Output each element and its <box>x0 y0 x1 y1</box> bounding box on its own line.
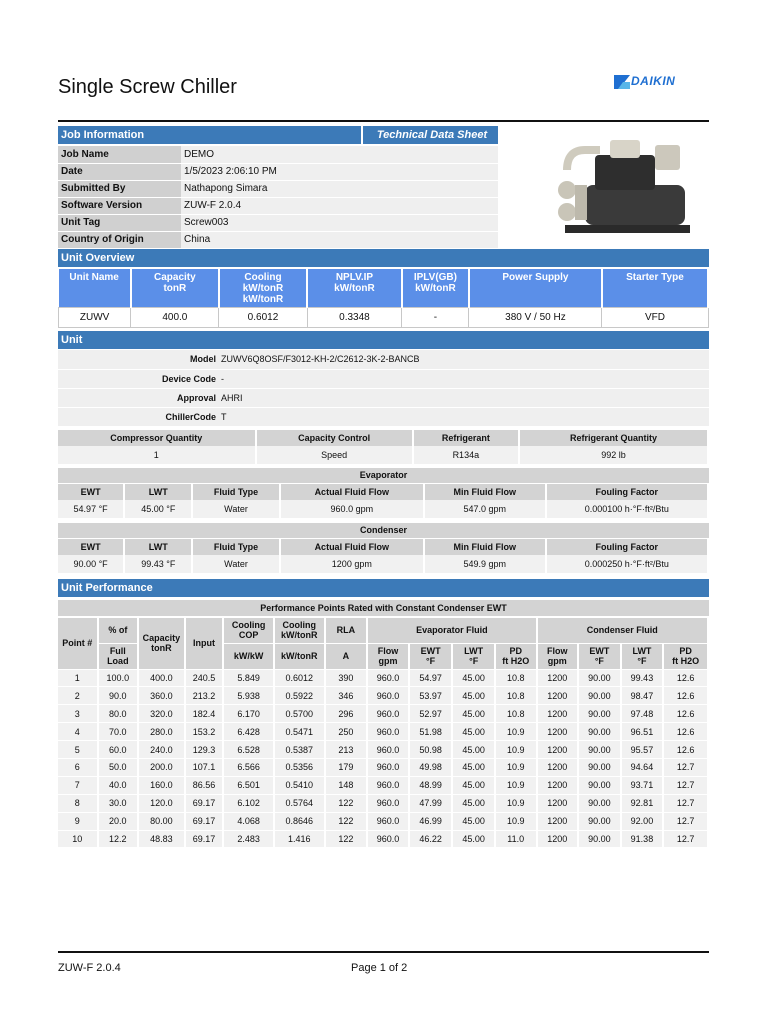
performance-cell: 400.0 <box>138 669 185 687</box>
performance-cell: 96.51 <box>621 723 664 741</box>
performance-cell: 80.0 <box>98 705 139 723</box>
evaporator-col-header: Fouling Factor <box>546 484 708 500</box>
col-evap-flow: Flow gpm <box>367 643 409 669</box>
performance-cell: 1200 <box>537 705 579 723</box>
performance-cell: 1200 <box>537 723 579 741</box>
col-kw-unit: kW/tonR <box>274 643 325 669</box>
performance-cell: 960.0 <box>367 776 409 794</box>
performance-cell: 46.22 <box>409 830 453 848</box>
performance-cell: 12.2 <box>98 830 139 848</box>
performance-cell: 5.938 <box>223 687 274 705</box>
performance-cell: 1200 <box>537 687 579 705</box>
performance-cell: 213.2 <box>185 687 224 705</box>
unit-property-label: Model <box>58 350 218 369</box>
condenser-value: 99.43 °F <box>124 555 192 573</box>
daikin-logo <box>614 74 690 92</box>
performance-cell: 12.7 <box>663 758 708 776</box>
performance-cell: 960.0 <box>367 830 409 848</box>
job-info-label: Job Name <box>58 146 181 163</box>
unit-general-col-header: Refrigerant <box>413 430 519 446</box>
performance-cell: 46.99 <box>409 812 453 830</box>
unit-overview-col-header <box>219 269 307 307</box>
col-cond-lwt: LWT °F <box>621 643 664 669</box>
performance-subtitle: Performance Points Rated with Constant Condenser EWT <box>58 600 709 616</box>
unit-performance-header: Unit Performance <box>58 579 709 597</box>
performance-cell: 148 <box>325 776 368 794</box>
evaporator-table <box>58 484 709 518</box>
unit-overview-col-header-line: Starter Type <box>626 272 684 283</box>
condenser-col-header: LWT <box>124 539 192 555</box>
performance-cell: 93.71 <box>621 776 664 794</box>
unit-overview-value: 380 V / 50 Hz <box>469 307 602 327</box>
unit-property-row <box>58 369 709 388</box>
unit-overview-value: 400.0 <box>131 307 219 327</box>
condenser-col-header: Actual Fluid Flow <box>280 539 424 555</box>
unit-property-value: - <box>218 369 709 388</box>
performance-cell: 1200 <box>537 776 579 794</box>
performance-cell: 360.0 <box>138 687 185 705</box>
performance-cell: 960.0 <box>367 794 409 812</box>
performance-cell: 1200 <box>537 741 579 759</box>
performance-cell: 1200 <box>537 812 579 830</box>
col-rla: RLA <box>325 618 368 643</box>
performance-cell: 1 <box>58 669 98 687</box>
unit-overview-col-header <box>602 269 708 307</box>
job-info-label: Submitted By <box>58 180 181 197</box>
unit-overview-table <box>58 269 709 328</box>
job-info-row <box>58 180 498 197</box>
evaporator-value: Water <box>192 500 279 518</box>
performance-cell: 179 <box>325 758 368 776</box>
performance-cell: 90.00 <box>578 794 621 812</box>
performance-row <box>58 669 708 687</box>
performance-cell: 960.0 <box>367 723 409 741</box>
performance-cell: 129.3 <box>185 741 224 759</box>
performance-cell: 10.9 <box>495 776 537 794</box>
col-cop-unit: kW/kW <box>223 643 274 669</box>
unit-general-col-header: Compressor Quantity <box>58 430 256 446</box>
col-pct: % of <box>98 618 139 643</box>
performance-cell: 90.00 <box>578 812 621 830</box>
performance-cell: 960.0 <box>367 669 409 687</box>
performance-cell: 9 <box>58 812 98 830</box>
performance-row <box>58 812 708 830</box>
performance-cell: 30.0 <box>98 794 139 812</box>
performance-cell: 250 <box>325 723 368 741</box>
performance-cell: 7 <box>58 776 98 794</box>
job-info-row <box>58 146 498 163</box>
performance-cell: 960.0 <box>367 687 409 705</box>
performance-row <box>58 794 708 812</box>
performance-row <box>58 705 708 723</box>
evaporator-value: 0.000100 h·°F·ft²/Btu <box>546 500 708 518</box>
evaporator-value: 54.97 °F <box>58 500 124 518</box>
unit-overview-col-header-line: tonR <box>163 283 187 294</box>
performance-cell: 0.5471 <box>274 723 325 741</box>
performance-cell: 95.57 <box>621 741 664 759</box>
performance-cell: 86.56 <box>185 776 224 794</box>
performance-cell: 960.0 <box>367 705 409 723</box>
unit-overview-value: VFD <box>602 307 708 327</box>
condenser-value: 549.9 gpm <box>424 555 546 573</box>
unit-property-row <box>58 388 709 407</box>
job-info-value: Nathapong Simara <box>181 180 498 197</box>
col-capacity: Capacity tonR <box>138 618 185 669</box>
performance-cell: 51.98 <box>409 723 453 741</box>
condenser-value: Water <box>192 555 279 573</box>
performance-cell: 97.48 <box>621 705 664 723</box>
unit-overview-col-header <box>469 269 602 307</box>
condenser-col-header: Fouling Factor <box>546 539 708 555</box>
evaporator-col-header: EWT <box>58 484 124 500</box>
performance-cell: 6.528 <box>223 741 274 759</box>
performance-cell: 54.97 <box>409 669 453 687</box>
condenser-value: 1200 gpm <box>280 555 424 573</box>
performance-cell: 45.00 <box>452 830 495 848</box>
col-cond-flow: Flow gpm <box>537 643 579 669</box>
col-input: Input <box>185 618 224 669</box>
performance-cell: 5.849 <box>223 669 274 687</box>
performance-cell: 296 <box>325 705 368 723</box>
unit-overview-col-header-line: kW/tonR <box>242 294 284 305</box>
job-info-value: 1/5/2023 2:06:10 PM <box>181 163 498 180</box>
top-divider <box>58 120 709 122</box>
performance-cell: 153.2 <box>185 723 224 741</box>
unit-overview-col-header <box>402 269 469 307</box>
performance-cell: 10.8 <box>495 687 537 705</box>
condenser-value: 90.00 °F <box>58 555 124 573</box>
performance-cell: 60.0 <box>98 741 139 759</box>
performance-cell: 10.9 <box>495 794 537 812</box>
performance-cell: 12.7 <box>663 830 708 848</box>
performance-cell: 90.00 <box>578 705 621 723</box>
unit-overview-col-header-line: Power Supply <box>502 272 569 283</box>
performance-table <box>58 618 709 848</box>
performance-cell: 10.9 <box>495 741 537 759</box>
unit-general-table <box>58 430 709 464</box>
group-evaporator-fluid: Evaporator Fluid <box>367 618 536 643</box>
unit-properties-table <box>58 350 709 427</box>
unit-overview-value: - <box>402 307 469 327</box>
evaporator-value: 547.0 gpm <box>424 500 546 518</box>
unit-property-value: ZUWV6Q8OSF/F3012-KH-2/C2612-3K-2-BANCB <box>218 350 709 369</box>
performance-cell: 1.416 <box>274 830 325 848</box>
performance-cell: 92.00 <box>621 812 664 830</box>
unit-general-value: Speed <box>256 446 413 464</box>
performance-cell: 90.00 <box>578 830 621 848</box>
performance-cell: 100.0 <box>98 669 139 687</box>
chiller-image <box>555 130 695 242</box>
evaporator-col-header: Min Fluid Flow <box>424 484 546 500</box>
job-info-label: Date <box>58 163 181 180</box>
job-info-value: Screw003 <box>181 214 498 231</box>
performance-cell: 45.00 <box>452 741 495 759</box>
performance-cell: 0.5356 <box>274 758 325 776</box>
performance-cell: 12.6 <box>663 741 708 759</box>
performance-cell: 960.0 <box>367 758 409 776</box>
performance-cell: 280.0 <box>138 723 185 741</box>
performance-cell: 120.0 <box>138 794 185 812</box>
performance-cell: 6.170 <box>223 705 274 723</box>
unit-overview-value: ZUWV <box>59 307 131 327</box>
unit-overview-col-header-line: IPLV(GB) <box>413 272 457 283</box>
performance-cell: 160.0 <box>138 776 185 794</box>
job-info-value: DEMO <box>181 146 498 163</box>
footer-version: ZUW-F 2.0.4 <box>58 962 121 974</box>
unit-property-value: T <box>218 407 709 426</box>
performance-cell: 122 <box>325 812 368 830</box>
performance-cell: 11.0 <box>495 830 537 848</box>
performance-cell: 48.99 <box>409 776 453 794</box>
performance-cell: 45.00 <box>452 794 495 812</box>
evaporator-header: Evaporator <box>58 468 709 483</box>
performance-cell: 0.5700 <box>274 705 325 723</box>
performance-cell: 90.0 <box>98 687 139 705</box>
performance-cell: 240.5 <box>185 669 224 687</box>
performance-cell: 53.97 <box>409 687 453 705</box>
performance-cell: 99.43 <box>621 669 664 687</box>
unit-overview-col-header-line: kW/tonR <box>415 283 456 294</box>
job-info-label: Unit Tag <box>58 214 181 231</box>
performance-cell: 12.7 <box>663 794 708 812</box>
job-info-row <box>58 231 498 248</box>
performance-row <box>58 723 708 741</box>
performance-cell: 6.102 <box>223 794 274 812</box>
unit-overview-header: Unit Overview <box>58 249 709 267</box>
condenser-col-header: Min Fluid Flow <box>424 539 546 555</box>
performance-cell: 94.64 <box>621 758 664 776</box>
evaporator-value: 45.00 °F <box>124 500 192 518</box>
performance-cell: 6 <box>58 758 98 776</box>
performance-row <box>58 687 708 705</box>
performance-cell: 45.00 <box>452 812 495 830</box>
technical-data-sheet-header: Technical Data Sheet <box>363 126 498 144</box>
unit-property-label: Approval <box>58 388 218 407</box>
brand-name: DAIKIN <box>631 74 676 88</box>
performance-cell: 47.99 <box>409 794 453 812</box>
performance-cell: 4 <box>58 723 98 741</box>
unit-header: Unit <box>58 331 709 349</box>
col-cop: Cooling COP <box>223 618 274 643</box>
col-rla-unit: A <box>325 643 368 669</box>
performance-cell: 0.6012 <box>274 669 325 687</box>
performance-cell: 90.00 <box>578 669 621 687</box>
performance-cell: 40.0 <box>98 776 139 794</box>
unit-property-row <box>58 350 709 369</box>
performance-cell: 182.4 <box>185 705 224 723</box>
unit-overview-col-header-line: Capacity <box>154 272 196 283</box>
performance-cell: 346 <box>325 687 368 705</box>
job-info-value: China <box>181 231 498 248</box>
unit-overview-col-header-line: NPLV.IP <box>335 272 374 283</box>
performance-cell: 10.9 <box>495 723 537 741</box>
unit-overview-value: 0.3348 <box>307 307 402 327</box>
performance-row <box>58 758 708 776</box>
performance-cell: 12.7 <box>663 776 708 794</box>
performance-cell: 10.8 <box>495 705 537 723</box>
performance-cell: 10 <box>58 830 98 848</box>
unit-overview-col-header <box>307 269 402 307</box>
performance-cell: 45.00 <box>452 723 495 741</box>
unit-overview-col-header-line: kW/tonR <box>334 283 375 294</box>
performance-cell: 0.5410 <box>274 776 325 794</box>
col-evap-lwt: LWT °F <box>452 643 495 669</box>
job-info-header: Job Information <box>58 126 361 144</box>
unit-property-label: Device Code <box>58 369 218 388</box>
performance-cell: 20.0 <box>98 812 139 830</box>
unit-general-value: 1 <box>58 446 256 464</box>
group-condenser-fluid: Condenser Fluid <box>537 618 708 643</box>
performance-cell: 12.6 <box>663 687 708 705</box>
performance-cell: 5 <box>58 741 98 759</box>
evaporator-col-header: Fluid Type <box>192 484 279 500</box>
performance-cell: 0.5387 <box>274 741 325 759</box>
performance-cell: 240.0 <box>138 741 185 759</box>
performance-cell: 12.6 <box>663 669 708 687</box>
unit-general-col-header: Refrigerant Quantity <box>519 430 708 446</box>
condenser-value: 0.000250 h·°F·ft²/Btu <box>546 555 708 573</box>
job-info-label: Software Version <box>58 197 181 214</box>
col-evap-ewt: EWT °F <box>409 643 453 669</box>
performance-cell: 69.17 <box>185 794 224 812</box>
performance-cell: 200.0 <box>138 758 185 776</box>
performance-cell: 107.1 <box>185 758 224 776</box>
performance-cell: 90.00 <box>578 723 621 741</box>
performance-cell: 50.0 <box>98 758 139 776</box>
unit-property-label: ChillerCode <box>58 407 218 426</box>
performance-cell: 960.0 <box>367 812 409 830</box>
daikin-logo-icon <box>614 75 630 89</box>
performance-cell: 80.00 <box>138 812 185 830</box>
performance-cell: 6.566 <box>223 758 274 776</box>
unit-overview-col-header-line: kW/tonR <box>242 283 284 294</box>
performance-cell: 213 <box>325 741 368 759</box>
page-title: Single Screw Chiller <box>58 76 237 98</box>
performance-cell: 91.38 <box>621 830 664 848</box>
unit-overview-col-header-line: Cooling <box>244 272 282 283</box>
performance-cell: 10.9 <box>495 758 537 776</box>
condenser-header: Condenser <box>58 523 709 538</box>
performance-cell: 1200 <box>537 669 579 687</box>
performance-cell: 69.17 <box>185 830 224 848</box>
job-info-table <box>58 146 498 249</box>
unit-overview-col-header <box>59 269 131 307</box>
performance-row <box>58 776 708 794</box>
performance-cell: 2.483 <box>223 830 274 848</box>
performance-cell: 92.81 <box>621 794 664 812</box>
col-kw: Cooling kW/tonR <box>274 618 325 643</box>
col-evap-pd: PD ft H2O <box>495 643 537 669</box>
job-info-row <box>58 197 498 214</box>
unit-property-row <box>58 407 709 426</box>
evaporator-value: 960.0 gpm <box>280 500 424 518</box>
performance-row <box>58 741 708 759</box>
performance-cell: 48.83 <box>138 830 185 848</box>
footer-page-number: Page 1 of 2 <box>351 962 408 974</box>
performance-cell: 70.0 <box>98 723 139 741</box>
performance-cell: 45.00 <box>452 705 495 723</box>
performance-cell: 10.8 <box>495 669 537 687</box>
unit-overview-col-header <box>131 269 219 307</box>
performance-cell: 0.8646 <box>274 812 325 830</box>
performance-cell: 10.9 <box>495 812 537 830</box>
unit-overview-value: 0.6012 <box>219 307 307 327</box>
performance-cell: 8 <box>58 794 98 812</box>
performance-cell: 90.00 <box>578 741 621 759</box>
performance-cell: 0.5922 <box>274 687 325 705</box>
performance-cell: 50.98 <box>409 741 453 759</box>
bottom-divider <box>58 951 709 953</box>
job-info-row <box>58 214 498 231</box>
performance-cell: 12.7 <box>663 812 708 830</box>
condenser-col-header: EWT <box>58 539 124 555</box>
col-cond-pd: PD ft H2O <box>663 643 708 669</box>
unit-general-value: 992 lb <box>519 446 708 464</box>
unit-property-value: AHRI <box>218 388 709 407</box>
performance-cell: 122 <box>325 830 368 848</box>
performance-cell: 90.00 <box>578 758 621 776</box>
performance-cell: 49.98 <box>409 758 453 776</box>
col-cond-ewt: EWT °F <box>578 643 621 669</box>
performance-cell: 45.00 <box>452 776 495 794</box>
performance-cell: 960.0 <box>367 741 409 759</box>
condenser-table <box>58 539 709 573</box>
performance-cell: 12.6 <box>663 705 708 723</box>
performance-cell: 2 <box>58 687 98 705</box>
col-pct-sub: Full Load <box>98 643 139 669</box>
col-point: Point # <box>58 618 98 669</box>
performance-cell: 0.5764 <box>274 794 325 812</box>
performance-cell: 3 <box>58 705 98 723</box>
performance-cell: 45.00 <box>452 758 495 776</box>
performance-cell: 122 <box>325 794 368 812</box>
unit-general-col-header: Capacity Control <box>256 430 413 446</box>
job-info-label: Country of Origin <box>58 231 181 248</box>
performance-row <box>58 830 708 848</box>
performance-cell: 45.00 <box>452 687 495 705</box>
performance-cell: 1200 <box>537 794 579 812</box>
performance-cell: 98.47 <box>621 687 664 705</box>
performance-cell: 1200 <box>537 758 579 776</box>
unit-overview-col-header-line: Unit Name <box>69 272 119 283</box>
performance-cell: 390 <box>325 669 368 687</box>
job-info-value: ZUW-F 2.0.4 <box>181 197 498 214</box>
evaporator-col-header: LWT <box>124 484 192 500</box>
unit-general-value: R134a <box>413 446 519 464</box>
performance-cell: 52.97 <box>409 705 453 723</box>
performance-cell: 320.0 <box>138 705 185 723</box>
performance-cell: 6.428 <box>223 723 274 741</box>
performance-cell: 90.00 <box>578 687 621 705</box>
performance-cell: 6.501 <box>223 776 274 794</box>
condenser-col-header: Fluid Type <box>192 539 279 555</box>
performance-cell: 1200 <box>537 830 579 848</box>
performance-cell: 45.00 <box>452 669 495 687</box>
performance-cell: 12.6 <box>663 723 708 741</box>
performance-cell: 90.00 <box>578 776 621 794</box>
performance-cell: 69.17 <box>185 812 224 830</box>
job-info-row <box>58 163 498 180</box>
performance-cell: 4.068 <box>223 812 274 830</box>
evaporator-col-header: Actual Fluid Flow <box>280 484 424 500</box>
